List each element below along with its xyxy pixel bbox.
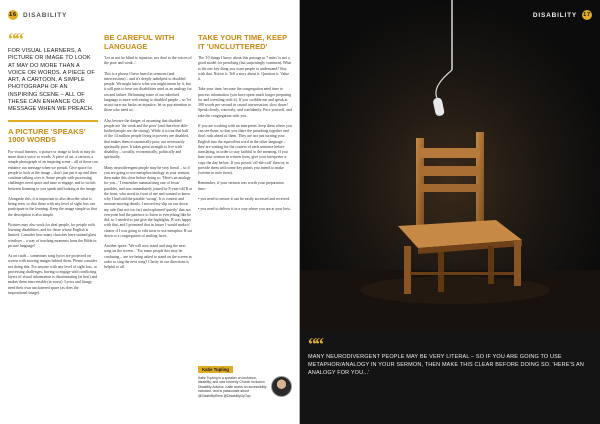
page-number-right: 17 <box>583 12 591 18</box>
dark-pull-quote: MANY NEURODIVERGENT PEOPLE MAY BE VERY LITERAL – SO IF YOU ARE GOING TO USE METAPHOR/ANALOGY IN YOUR SERMON, THEN MAKE THIS CLEAR BEFORE DOING SO. 'HERE'S AN ANALOGY FOR YOU...' <box>308 354 584 376</box>
right-page <box>300 0 600 424</box>
paragraph: Another quote: 'We will now stand and sing the next song on the screen...' For some people this may be confusing – are we being asked to stand on the screen in order to sing the next song? Clarity in our directions is helpful to all. <box>104 244 192 270</box>
left-page-header <box>8 10 67 20</box>
author-name: Katie Tupling <box>198 366 233 373</box>
section-title-right: DISABILITY <box>532 11 577 19</box>
list-item: • you need to ensure it can be easily accessed and received. <box>198 196 291 201</box>
list-item-text: you need to deliver it in a way where you are at your best. <box>200 207 291 212</box>
paragraph: This is a phrase I have heard in sermons (and intercessions) – and it's deeply unhelpful to disabled people. We might know what you might mean by it, but it still puts to bear our disabilities used as an analogy for sin and failure. Reframing some of our inherited language is more welcoming to disabled people – so 'let us not turn our backs on injustice, let us pay attention to those who need us'. <box>104 71 192 113</box>
page-number-left: 16 <box>9 12 17 18</box>
author-header <box>198 366 292 373</box>
bullet-list <box>198 197 292 213</box>
paragraph: The '10 things I know about this passage in 7 mins' is not a good model for preaching (but surprisingly common). What is the one key thing you want people to understand? Stay with that. Notice it. Tell a story about it. Question it. Value it. <box>198 56 292 82</box>
list-item-text: you need to ensure it can be easily accessed and received. <box>200 196 291 201</box>
paragraph: If you are working with an interpreter, keep them where you can see them, so that you share the preaching together and don't rush ahead of them. They are not just turning your English into the equivalent word in the other language – they are waiting for the context of each sentence before translating, in order to stay faithful to the meaning. If you hate your sermon in written form, give your interpreter a copy the day before. If you preach 'off-the-cuff' then try to provide them with some key points you intend to make (written in note form). <box>198 123 292 176</box>
paragraph: Alongside this, it is important to also describe what is being seen, so that those with any level of sight loss can participate in the learning. Keep the image simple so that the description is also simple. <box>8 196 97 217</box>
divider <box>8 120 98 122</box>
chair-photo <box>300 0 600 330</box>
subheading-take-your-time: TAKE YOUR TIME, KEEP IT 'UNCLUTTERED' <box>198 33 288 51</box>
paragraph: Also beware the danger of assuming that disabled people are 'the weak and the poor' (and therefore able-bodied people are the strong). While it is true that half of the 14 million people living in poverty are disabled, that makes them economically poor, not necessarily spiritually poor. It takes great strength to live with disability – socially, economically, politically and spiritually. <box>104 118 189 160</box>
paragraph: Take your time, because the congregation need time to process information (you have spent much longer preparing for and wrestling with it). If you scribble me and speak at 300 words per second in casual conversation, slow down! Speak clearly, concisely, and confidently. Pace yourself, and take the congregation with you. <box>198 87 292 118</box>
section-title-left: DISABILITY <box>23 11 68 19</box>
quote-mark-icon: ““ <box>8 29 22 49</box>
quote-mark-icon: ““ <box>308 334 322 354</box>
column-3 <box>198 34 292 217</box>
author-bio: Katie Tupling is a speaker on inclusion, disability, and was formerly Church Inclusion Disability Advisor. Katie works on accessibility inclusion, and is passionate about @DisabilityRevs @DisabilityUpTop <box>198 376 267 398</box>
paragraph: For visual learners, a picture or image to look at may do more than a voice or words. A piece of art, a cartoon, a simple photograph of an inspiring scene – all of these can enhance our message when we preach. Give space for people to look at the image – don't just put it up and then continue talking over it. Some people with processing challenges need space and time to engage, and to switch between listening to you speak and looking at the image. <box>8 149 98 191</box>
author-box <box>198 366 292 418</box>
list-item: • you need to deliver it in a way where you are at your best. <box>198 207 291 212</box>
dark-pull-quote-box <box>308 334 592 377</box>
pull-quote: FOR VISUAL LEARNERS, A PICTURE OR IMAGE TO LOOK AT MAY DO MORE THAN A VOICE OR WORDS. A PIECE OF ART, A CARTOON, A SIMPLE PHOTOGRAPH OF AN INSPIRING SCENE – ALL OF THESE CAN ENHANCE OUR MESSAGE WHEN WE PREACH. <box>8 48 95 113</box>
column-1 <box>8 29 98 301</box>
paragraph: Many neurodivergent people may be very literal – so if you are going to use metaphor/analogy in your sermon, then make this clear before doing so. 'Here's an analogy for you...' I remember summarising one of Jesus' parables, and was immediately joined by 8-year-old R at the front, who stood in front of me and wanted to know why I had told the parable 'wrong'. It is context and sermon-moving details. I moved my slip on our down my side (but not too far) and explained 'quietly' that not everyone had the patience to listen to everything like he did, so I needed to just give the highlights. R was happy with that, and I promised that in future I would make it clearer if I was going to edit facts or use metaphor. R sat down to a congregation of smiling faces. <box>104 165 192 238</box>
subheading-picture-speaks: A PICTURE 'SPEAKS' 1000 WORDS <box>8 126 86 145</box>
paragraph: 'Let us not be blind to injustice, nor deaf to the voices of the poor and weak...' <box>104 56 192 66</box>
subheading-careful-language: BE CAREFUL WITH LANGUAGE <box>104 33 175 51</box>
paragraph: Remember, if your sermon was worth your preparation time: <box>198 181 284 191</box>
author-avatar <box>271 376 292 397</box>
paragraph: Pictures may also work for deaf people, for people with learning disabilities, and for those whose English is limited. Consider how many churches have stained glass windows – a way of teaching moments from the Bible in picture language! <box>8 222 97 248</box>
paragraph: As on cards – sometimes song lyrics are projected on screen with moving images behind them. Please consider not doing this. For anyone with any level of sight loss, or processing challenges, having to engage with conflicting layers of visual information is disorientating (at best) and makes them inaccessible (at worst). Lyrics and liturgy need their own uncluttered space (as does the inspirational image). <box>8 254 98 295</box>
right-page-header <box>533 10 592 20</box>
column-2 <box>104 34 192 275</box>
